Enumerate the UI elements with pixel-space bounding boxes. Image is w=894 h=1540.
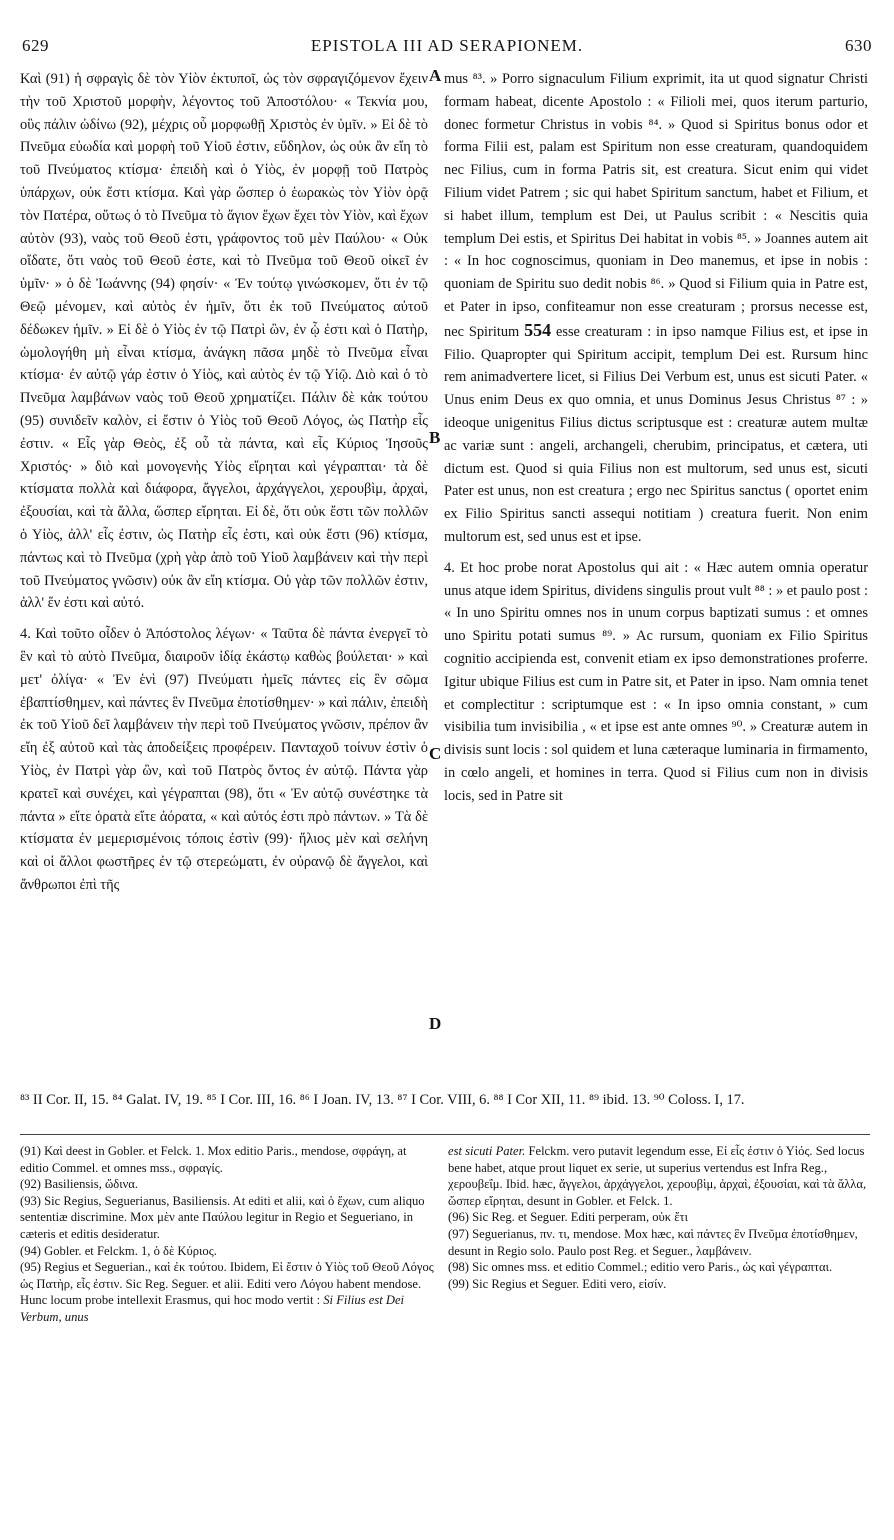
edition-page-number: 554 [524, 319, 552, 340]
greek-column [20, 68, 428, 897]
note-94: (94) Gobler. et Felckm. 1, ὁ δὲ Κύριος. [20, 1243, 217, 1258]
note-95-continued-italic: est sicuti Pater. [448, 1144, 526, 1158]
note-98: (98) Sic omnes mss. et editio Commel.; editio vero Paris., ὡς καὶ γέγραπται. [448, 1260, 833, 1275]
note-97: (97) Seguerianus, πν. τι, mendose. Mox hæc, καὶ πάντες ἓν Πνεῦμα ἐποτίσθημεν, desunt in Regio solo. Paulo post Reg. et Seguer., λαμβάνειν. [448, 1226, 858, 1258]
note-95-text: (95) Regius et Seguerian., καὶ ἐκ τούτου. Ibidem, Εἰ ἔστιν ὁ Υἱὸς τοῦ Θεοῦ Λόγος ὡς Πατὴρ, εἷς ἐστιν. Sic Reg. Seguer. et alii. Editi vero Λόγου habent mendose. Hunc locum probe intellexit Erasmus, qui hoc modo vertit : [20, 1260, 434, 1308]
margin-letter-b: B [429, 428, 441, 447]
note-95-italic: Si Filius est Dei Verbum, unus [20, 1293, 405, 1324]
latin-paragraph-2: 4. Et hoc probe norat Apostolus qui ait : « Hæc autem omnia operatur unus atque idem Spiritus, dividens singulis prout vult ⁸⁸ : » et paulo post : « In uno Spiritu omnes nos in unum corpus baptizati sumus : et omnes uno Spiritu potati sumus ⁸⁹. » Ac rursum, quoniam ex Filio Spiritus cognitio accipienda est, convenit etiam ex ipso demonstrationes proferre. Igitur ubique Filius est cum in Patre sit, et Pater in ipso. Nam omnia tenet et complectitur : scriptumque est : « In ipso omnia constant, » cum visibilia tum invisibilia , « et ipse est ante omnes ⁹⁰. » Creaturæ autem in divisis sunt locis : sol quidem et luna cæteraque luminaria in firmamento, in cœlo angeli, et homines in terra. Quod si Filius cum non in divisis locis, sed in Patre sit [444, 559, 868, 804]
latin-paragraph-1 [444, 71, 868, 545]
critical-notes-right [448, 1143, 868, 1292]
margin-letter-a: A [429, 66, 442, 85]
note-91: (91) Καὶ deest in Gobler. et Felck. 1. Mox editio Paris., mendose, σφράγη, at editio Commel. et omnes mss., σφραγίς. [20, 1144, 407, 1175]
page-number-right: 630 [845, 36, 872, 55]
page-number-left: 629 [22, 36, 49, 55]
latin-column [444, 68, 868, 808]
note-95-continued-text: Felckm. vero putavit legendum esse, Εἰ εἷς ἐστιν ὁ Υἱός. Sed locus bene habet, atque prout liquet ex serie, ut superius vertendus est Infra Reg., χερουβεΐμ. Ibid. hæc, ἄγγελοι, ἀρχάγγελοι, χερουβὶμ, ἀρχαὶ, ἐξουσίαι, καὶ τὰ ἄλλα, ὥσπερ εἴρηται, desunt in Gobler. et Felck. 1. [448, 1144, 867, 1208]
note-99: (99) Sic Regius et Seguer. Editi vero, εἰσίν. [448, 1276, 667, 1291]
footnote-divider [20, 1134, 870, 1135]
greek-paragraph-1: Καὶ (91) ἡ σφραγὶς δὲ τὸν Υἱὸν ἐκτυποῖ, ὡς τὸν σφραγιζόμενον ἔχειν τὴν τοῦ Χριστοῦ μορφὴν, λέγοντος τοῦ Ἀποστόλου· « Τεκνία μου, οὓς πάλιν ὠδίνω (92), μέχρις οὗ μορφωθῇ Χριστὸς ἐν ὑμῖν. » Εἰ δὲ τὸ Πνεῦμα εὐωδία καὶ μορφὴ τοῦ Υἱοῦ ἐστιν, εὔδηλον, ὡς οὐκ ἂν εἴη τὸ τοῦ Πνεύματος κτίσμα· ἐπειδὴ καὶ ὁ Υἱὸς, ἐν μορφῇ τοῦ Πατρὸς ὑπάρχων, οὐκ ἔστι κτίσμα. Καὶ γὰρ ὥσπερ ὁ ἑωρακὼς τὸν Υἱὸν ὁρᾷ τὸν Πατέρα, οὕτως ὁ τὸ Πνεῦμα τὸ ἅγιον ἔχων ἔχει τὸν Υἱὸν, καὶ ἔχων αὐτὸν (93), ναὸς τοῦ Θεοῦ ἐστι, γράφοντος τοῦ μὲν Παύλου· « Οὐκ οἴδατε, ὅτι ναὸς τοῦ Θεοῦ ἐστε, καὶ τὸ Πνεῦμα τοῦ Θεοῦ οἰκεῖ ἐν ὑμῖν· » ὁ δὲ Ἰωάννης (94) φησίν· « Ἐν τούτῳ γινώσκομεν, ὅτι ἐν τῷ Θεῷ μένομεν, καὶ αὐτὸς ἐν ἡμῖν, ὅτι ἐκ τοῦ Πνεύματος αὐτοῦ δέδωκεν ἡμῖν. » Εἰ δὲ ὁ Υἱὸς ἐν τῷ Πατρὶ ὢν, ἐν ᾧ ἐστι καὶ ὁ Πατὴρ, ὡμολογήθη μὴ εἶναι κτίσμα, ἀνάγκη πᾶσα μηδὲ τὸ Πνεῦμα εἶναι κτίσμα· ἐν αὐτῷ γάρ ἐστιν ὁ Υἱὸς, καὶ αὐτὸς ἐν τῷ Υἱῷ. Διὸ καὶ ὁ τὸ Πνεῦμα λαμβάνων ναὸς τοῦ Θεοῦ χρηματίζει. Πάλιν δὲ κἀκ τούτου (95) συνιδεῖν καλὸν, εἰ ἔστιν ὁ Υἱὸς τοῦ Θεοῦ Λόγος, ὡς Πατὴρ εἷς ἐστιν. « Εἷς γὰρ Θεὸς, ἐξ οὗ τὰ πάντα, καὶ εἷς Κύριος Ἰησοῦς Χριστός· » διὸ καὶ μονογενὴς Υἱὸς εἴρηται καὶ γέγραπται· τὰ δὲ κτίσματα πολλὰ καὶ διάφορα, ἄγγελοι, ἀρχάγγελοι, χερουβὶμ, ἀρχαὶ, ἐξουσίαι, καὶ τὰ ἄλλα, ὥσπερ εἴρηται. Εἰ δὲ, ὅτι οὐκ ἔστι τῶν πολλῶν ὁ Υἱὸς, ἀλλ' εἷς ἐστιν, ὡς Πατὴρ εἷς ἐστι, καὶ οὐκ ἔστι (96) κτίσμα, πάντως καὶ τὸ Πνεῦμα (χρὴ γὰρ ἀπὸ τοῦ Υἱοῦ λαμβάνειν καὶ τὴν περὶ τοῦ Πνεύματος γνῶσιν) οὐκ ἂν εἴη κτίσμα. Οὐ γὰρ τῶν πολλῶν ἐστιν, ἀλλ' ἕν ἐστι καὶ αὐτό. [20, 71, 428, 612]
margin-letter-c: C [429, 744, 442, 763]
note-95 [20, 1259, 438, 1325]
running-title: EPISTOLA III AD SERAPIONEM. [310, 36, 584, 55]
critical-notes-left [20, 1143, 438, 1326]
latin-text-before-number: mus ⁸³. » Porro signaculum Filium exprimit, ita ut quod signatur Christi formam habeat, dicente Apostolo : « Filioli mei, quos iterum parturio, donec formetur Christus in vobis ⁸⁴. » Quod si Spiritus bonus odor et forma Filii est, palam est Spiritum non esse creaturam, quandoquidem nec Filius, cum in forma Patris sit, est creatura. Sicut enim qui videt Filium videt Patrem ; sic qui habet Spiritum sanctum, habet et Filium, et si habet illum, templum est Dei, ut Paulus scribit : « Nescitis quia templum Dei estis, et Spiritus Dei habitat in vobis ⁸⁵. » Joannes autem ait : « In hoc cognoscimus, quoniam in Deo manemus, et ipse in nobis : quoniam de Spiritu suo dedit nobis ⁸⁶. » Quod si Filium quia in Patre est, et Pater in ipso, confiteamur non esse creaturam ; prorsus necesse est, nec Spiritum [444, 71, 868, 340]
note-93: (93) Sic Regius, Seguerianus, Basiliensis. At editi et alii, καὶ ὁ ἔχων, cum aliquo sententiæ discrimine. Mox μὲν ante Παύλου legitur in Regio et Segueriano, in cæteris et editis desideratur. [20, 1193, 425, 1241]
note-92: (92) Basiliensis, ὤδινα. [20, 1177, 139, 1192]
greek-paragraph-2: 4. Καὶ τοῦτο οἶδεν ὁ Ἀπόστολος λέγων· « Ταῦτα δὲ πάντα ἐνεργεῖ τὸ ἓν καὶ τὸ αὐτὸ Πνεῦμα, διαιροῦν ἰδίᾳ ἑκάστῳ καθὼς βούλεται· » καὶ μετ' ὀλίγα· « Ἐν ἑνὶ (97) Πνεύματι ἡμεῖς πάντες εἰς ἓν σῶμα ἐβαπτίσθημεν, καὶ πάντες ἓν Πνεῦμα ἐποτίσθημεν· » καὶ πάλιν, ἐπειδὴ ἐκ τοῦ Υἱοῦ δεῖ λαμβάνειν τὴν περὶ τοῦ Πνεύματος γνῶσιν, πρέπον ἂν εἴη ἐξ αὐτοῦ καὶ τὰς ἀποδείξεις προφέρειν. Πανταχοῦ τοίνυν ἐστὶν ὁ Υἱὸς, ἐν Πατρὶ γὰρ ὢν, καὶ τοῦ Πατρὸς ὄντος ἐν αὐτῷ. Πάντα γὰρ κρατεῖ καὶ συνέχει, καὶ γέγραπται (98), ὅτι « Ἐν αὐτῷ συνέστηκε τὰ πάντα » εἴτε ὁρατὰ εἴτε ἀόρατα, « καὶ αὐτός ἐστι πρὸ πάντων. » Τὰ δὲ κτίσματα ἐν μεμερισμένοις τόποις ἐστὶν (99)· ἥλιος μὲν καὶ σελήνη καὶ οἱ ἄλλοι φωστῆρες ἐν τῷ στερεώματι, ἐν οὐρανῷ δὲ ἄγγελοι, καὶ ἄνθρωποι ἐπὶ τῆς [20, 626, 428, 893]
running-header [22, 36, 872, 58]
margin-letter-d: D [429, 1014, 442, 1033]
note-96: (96) Sic Reg. et Seguer. Editi perperam, οὐκ ἔτι [448, 1210, 689, 1225]
scripture-references: ⁸³ II Cor. II, 15. ⁸⁴ Galat. IV, 19. ⁸⁵ I Cor. III, 16. ⁸⁶ I Joan. IV, 13. ⁸⁷ I Cor. VIII, 6. ⁸⁸ I Cor XII, 11. ⁸⁹ ibid. 13. ⁹⁰ Coloss. I, 17. [20, 1092, 745, 1108]
note-95-continued [448, 1143, 868, 1209]
latin-text-after-number: esse creaturam : in ipso namque Filius est, et ipse in Filio. Quapropter qui Spiritum accipit, templum Dei est. Rursum hinc rem animadvertere licet, si Filius Dei Verbum est, unus est sicuti Pater. « Unus enim Deus ex quo omnia, et unus Dominus Jesus Christus ⁸⁷ : » ideoque unigenitus Filius dictus scriptusque est : creaturæ autem multæ ac variæ sunt : angeli, archangeli, cherubim, principatus, et cætera, uti dictum est. Quod si quia Filius non est multorum, sed unus est, sicuti Pater est unus, non est creatura ; ergo nec Spiritus sanctus ( oportet enim ex Filio Spiritus sancti assequi notitiam ) creatura fuerit. Non enim multorum est, sed unus est et ipse. [444, 323, 868, 545]
